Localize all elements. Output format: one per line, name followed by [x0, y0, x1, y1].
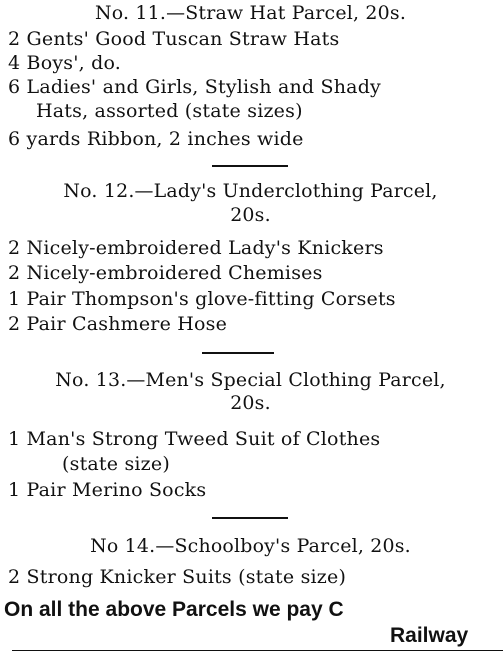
parcel-12-title: No. 12.—Lady's Underclothing Parcel,: [63, 180, 438, 202]
parcel-12-item: 1 Pair Thompson's glove-fitting Corsets: [8, 288, 396, 310]
section-divider: [212, 165, 288, 167]
bottom-rule: [12, 650, 503, 651]
parcel-14-item: 2 Strong Knicker Suits (state size): [8, 566, 347, 588]
parcel-11-item: 2 Gents' Good Tuscan Straw Hats: [8, 28, 340, 50]
parcel-13-item: 1 Pair Merino Socks: [8, 479, 207, 501]
parcel-13-title: No. 13.—Men's Special Clothing Parcel,: [55, 369, 446, 391]
parcel-12-item: 2 Nicely-embroidered Chemises: [8, 262, 323, 284]
section-divider: [202, 352, 274, 354]
parcel-12-item: 2 Nicely-embroidered Lady's Knickers: [8, 237, 384, 259]
parcel-11-item: 6 yards Ribbon, 2 inches wide: [8, 128, 304, 150]
section-divider: [212, 517, 288, 519]
parcel-11-item: 4 Boys', do.: [8, 52, 122, 74]
parcel-12-title-price: 20s.: [230, 204, 271, 226]
parcel-14-title: No 14.—Schoolboy's Parcel, 20s.: [90, 535, 411, 557]
parcel-12-item: 2 Pair Cashmere Hose: [8, 313, 228, 335]
parcel-11-item: 6 Ladies' and Girls, Stylish and Shady: [8, 76, 381, 98]
parcel-11-title: No. 11.—Straw Hat Parcel, 20s.: [94, 2, 407, 24]
parcel-13-item: 1 Man's Strong Tweed Suit of Clothes: [8, 428, 381, 450]
parcel-11-item-continued: Hats, assorted (state sizes): [36, 100, 303, 122]
footer-notice-line1: On all the above Parcels we pay C: [4, 598, 344, 621]
parcel-13-title-price: 20s.: [230, 392, 271, 414]
footer-notice-line2: Railway: [390, 624, 469, 647]
parcel-13-item-continued: (state size): [62, 453, 170, 475]
